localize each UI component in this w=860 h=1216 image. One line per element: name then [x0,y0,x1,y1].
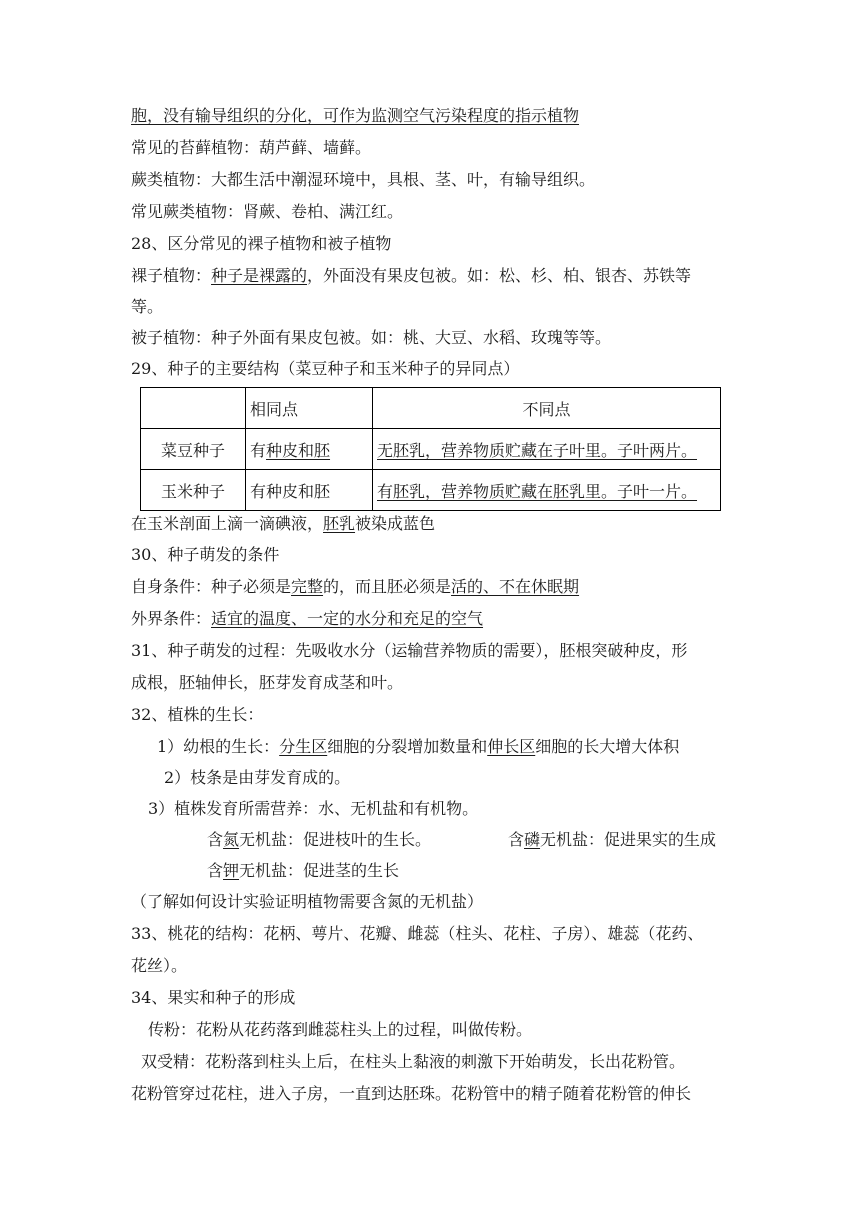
table-cell [373,429,721,470]
text-span: 细胞的长大增大体积 [535,737,680,756]
underlined-text: 钾 [223,861,240,880]
text-line: 花粉管穿过花柱，进入子房，一直到达胚珠。花粉管中的精子随着花粉管的伸长 [131,1084,692,1103]
section-heading-30: 30、种子萌发的条件 [131,545,280,564]
underlined-text: 完整 [291,577,324,596]
table-cell [246,429,373,470]
text-span: 有种皮和胚 [250,481,331,501]
section-heading-29: 29、种子的主要结构（菜豆种子和玉米种子的异同点） [131,359,520,378]
text-line [207,830,431,850]
seed-comparison-table [140,387,721,511]
text-span: 自身条件：种子必须是 [131,577,292,596]
table-header-cell: 相同点 [246,388,373,429]
text-line: 33、桃花的结构：花柄、萼片、花瓣、雌蕊（柱头、花柱、子房）、雄蕊（花药、 [131,924,704,943]
text-span: ，外面没有果皮包被。如：松、杉、柏、银杏、苏铁等 [307,266,692,285]
text-line: 双受精：花粉落到柱头上后，在柱头上黏液的刺激下开始萌发，长出花粉管。 [141,1052,686,1071]
table-row [141,429,721,470]
underlined-text: 无胚乳，营养物质贮藏在子叶里。子叶两片。 [377,440,698,460]
text-span: 在玉米剖面上滴一滴碘液， [131,514,324,533]
underlined-text: 有胚乳，营养物质贮藏在胚乳里。子叶一片。 [377,481,698,501]
text-span: 细胞的分裂增加数量和 [327,737,488,756]
text-span: 1）幼根的生长： [157,737,280,756]
text-span: 外界条件： [131,609,212,628]
underlined-text: 适宜的温度、一定的水分和充足的空气 [211,609,484,628]
table-cell [246,470,373,511]
text-line: 2）枝条是由芽发育成的。 [164,768,351,787]
section-heading-34: 34、果实和种子的形成 [131,988,296,1007]
text-line: 32、植株的生长： [131,705,264,724]
text-line [131,266,691,286]
text-span: 无机盐：促进果实的生成 [540,830,717,849]
text-line: 常见蕨类植物：肾蕨、卷柏、满江红。 [131,202,404,221]
text-line: 常见的苔藓植物：葫芦藓、墙藓。 [131,138,372,157]
text-line: 31、种子萌发的过程：先吸收水分（运输营养物质的需要），胚根突破种皮，形 [131,641,688,660]
section-heading-28: 28、区分常见的裸子植物和被子植物 [131,234,392,253]
text-line [207,861,399,881]
text-line: 花丝）。 [131,956,188,975]
text-line [131,609,483,629]
underlined-text: 种皮和胚 [266,440,331,460]
text-span: 裸子植物： [131,266,212,285]
text-span: 无机盐：促进茎的生长 [239,861,400,880]
table-header-cell: 不同点 [373,388,721,429]
table-cell: 玉米种子 [141,470,246,511]
text-span: 的，而且胚必须是 [323,577,452,596]
underlined-text: 磷 [524,830,541,849]
text-span: 无机盐：促进枝叶的生长。 [239,830,432,849]
table-header-cell [141,388,246,429]
table-cell [373,470,721,511]
text-line [131,106,579,126]
text-span: 含 [508,830,525,849]
underlined-text: 氮 [223,830,240,849]
text-line: 3）植株发育所需营养：水、无机盐和有机物。 [148,799,479,818]
underlined-text: 活的、不在休眠期 [451,577,580,596]
text-span: 有 [250,440,267,460]
underlined-text: 伸长区 [487,737,536,756]
text-line: 被子植物：种子外面有果皮包被。如：桃、大豆、水稻、玫瑰等等。 [131,328,612,347]
table-header-row [141,388,721,429]
text-line: 蕨类植物：大都生活中潮湿环境中，具根、茎、叶，有输导组织。 [131,170,596,189]
text-span: 被染成蓝色 [355,514,436,533]
text-span: 含 [207,830,224,849]
text-line: 等。 [131,297,164,316]
text-line [508,830,716,850]
text-line: （了解如何设计实验证明植物需要含氮的无机盐） [131,892,484,911]
underlined-text: 种子是裸露的 [211,266,308,285]
text-line: 成根，胚轴伸长，胚芽发育成茎和叶。 [131,673,404,692]
text-line [131,577,579,597]
text-span: 含 [207,861,224,880]
underlined-text: 胞，没有输导组织的分化，可作为监测空气污染程度的指示植物 [131,106,580,125]
table-cell: 菜豆种子 [141,429,246,470]
text-line: 传粉：花粉从花药落到雌蕊柱头上的过程，叫做传粉。 [148,1020,533,1039]
underlined-text: 胚乳 [323,514,356,533]
text-line [131,514,435,534]
underlined-text: 分生区 [279,737,328,756]
text-line [157,737,679,757]
table-row [141,470,721,511]
